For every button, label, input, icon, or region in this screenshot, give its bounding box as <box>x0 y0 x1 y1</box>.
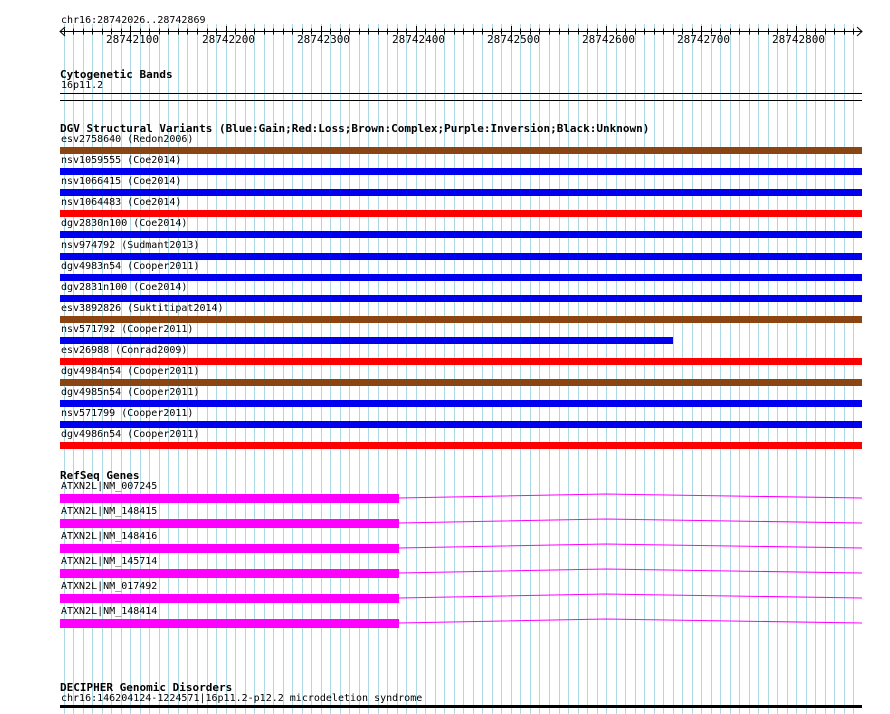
refseq-title: RefSeq Genes <box>60 469 140 482</box>
ruler-tick-label: 28742400 <box>392 33 445 46</box>
ruler-tick-label: 28742800 <box>772 33 825 46</box>
refseq-gene-label: ATXN2L|NM_148416 <box>61 531 158 542</box>
dgv-item-label: nsv1066415 (Coe2014) <box>61 176 182 188</box>
dgv-item-label: nsv1059555 (Coe2014) <box>61 155 182 167</box>
decipher-title: DECIPHER Genomic Disorders <box>60 681 233 694</box>
dgv-item-label: nsv974792 (Sudmant2013) <box>61 239 200 251</box>
region-label: chr16:28742026..28742869 <box>61 15 206 26</box>
dgv-item-label: esv26988 (Conrad2009) <box>61 345 188 356</box>
dgv-item-label: nsv571792 (Cooper2011) <box>61 323 194 335</box>
refseq-gene-label: ATXN2L|NM_017492 <box>61 581 158 592</box>
ruler-tick-label: 28742500 <box>487 33 540 46</box>
decipher-label: chr16:146204124-1224571|16p11.2-p12.2 microdeletion syndrome <box>61 693 423 704</box>
dgv-item-label: esv3892826 (Suktitipat2014) <box>61 302 224 314</box>
refseq-gene-label: ATXN2L|NM_145714 <box>61 556 158 567</box>
ruler-tick-label: 28742600 <box>582 33 635 46</box>
ruler-tick-label: 28742300 <box>297 33 350 46</box>
dgv-item-label: dgv4983n54 (Cooper2011) <box>61 260 200 272</box>
dgv-item-label: dgv4986n54 (Cooper2011) <box>61 429 200 441</box>
dgv-item-label: dgv2831n100 (Coe2014) <box>61 281 188 293</box>
refseq-gene-label: ATXN2L|NM_007245 <box>61 481 158 492</box>
dgv-item-label: nsv1064483 (Coe2014) <box>61 197 182 209</box>
dgv-item-label: esv2758640 (Redon2006) <box>61 134 194 145</box>
ruler-tick-label: 28742700 <box>677 33 730 46</box>
dgv-item-label: dgv4984n54 (Cooper2011) <box>61 366 200 378</box>
cytoband-label: 16p11.2 <box>61 80 104 91</box>
decipher-bar[interactable] <box>60 705 862 708</box>
dgv-item-label: nsv571799 (Cooper2011) <box>61 408 194 420</box>
ruler-tick-label: 28742200 <box>202 33 255 46</box>
refseq-intron-line <box>399 619 862 623</box>
refseq-gene-label: ATXN2L|NM_148415 <box>61 506 158 517</box>
dgv-item-label: dgv4985n54 (Cooper2011) <box>61 387 200 399</box>
dgv-title: DGV Structural Variants (Blue:Gain;Red:Loss;Brown:Complex;Purple:Inversion;Black:Unknown) <box>60 122 650 135</box>
ruler-tick-label: 28742100 <box>106 33 159 46</box>
dgv-item-label: dgv2830n100 (Coe2014) <box>61 218 188 230</box>
refseq-gene-label: ATXN2L|NM_148414 <box>61 606 158 617</box>
cytoband-title: Cytogenetic Bands <box>60 68 173 81</box>
